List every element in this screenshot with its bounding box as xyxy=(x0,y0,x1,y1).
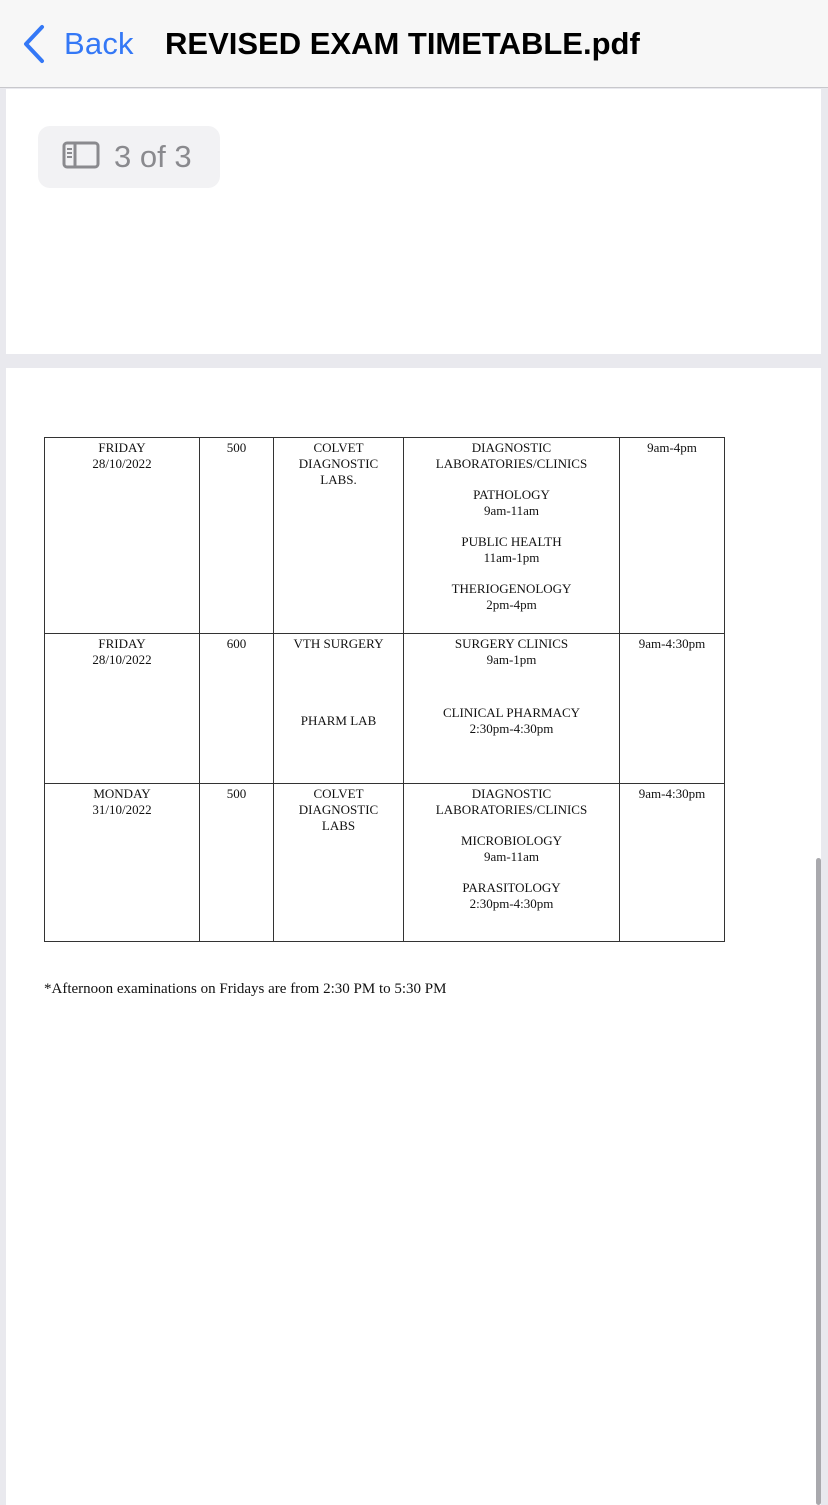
venue-line: COLVET xyxy=(313,786,364,801)
venue-line: VTH SURGERY xyxy=(293,636,384,651)
level-cell: 500 xyxy=(200,784,274,942)
timetable xyxy=(44,437,725,942)
venue-line: LABS xyxy=(321,818,356,833)
level-cell: 600 xyxy=(200,634,274,784)
session-time: 2pm-4pm xyxy=(486,597,537,612)
navigation-bar xyxy=(0,0,828,88)
course-cell xyxy=(404,634,620,784)
date: 28/10/2022 xyxy=(92,456,152,471)
session-name: MICROBIOLOGY xyxy=(460,833,563,848)
session-time: 2:30pm-4:30pm xyxy=(469,896,554,911)
venue-cell xyxy=(274,634,404,784)
session-time: 11am-1pm xyxy=(483,550,540,565)
day-cell xyxy=(45,438,200,634)
venue-line: DIAGNOSTIC xyxy=(298,456,379,471)
course-title: CLINICAL PHARMACY xyxy=(442,705,581,720)
time-cell: 9am-4pm xyxy=(620,438,725,634)
session-time: 9am-11am xyxy=(483,503,540,518)
scrollbar[interactable] xyxy=(816,858,821,1505)
venue-line: LABS. xyxy=(320,472,357,487)
page-indicator-label: 3 of 3 xyxy=(114,139,192,174)
sidebar-icon xyxy=(62,141,100,174)
course-cell xyxy=(404,438,620,634)
day-cell xyxy=(45,784,200,942)
footnote: *Afternoon examinations on Fridays are from 2:30 PM to 5:30 PM xyxy=(44,981,447,997)
time-cell: 9am-4:30pm xyxy=(620,784,725,942)
venue-line: COLVET xyxy=(313,440,364,455)
session-name: PATHOLOGY xyxy=(473,487,550,502)
day-cell xyxy=(45,634,200,784)
table-row xyxy=(45,784,725,942)
day: MONDAY xyxy=(93,786,151,801)
day: FRIDAY xyxy=(98,440,146,455)
venue-cell xyxy=(274,438,404,634)
session-time: 9am-1pm xyxy=(486,652,537,667)
day: FRIDAY xyxy=(98,636,146,651)
venue-cell xyxy=(274,784,404,942)
back-button[interactable] xyxy=(22,22,134,66)
course-title: SURGERY CLINICS xyxy=(454,636,569,651)
date: 28/10/2022 xyxy=(92,652,152,667)
chevron-left-icon xyxy=(22,24,46,64)
session-name: PUBLIC HEALTH xyxy=(461,534,562,549)
table-row xyxy=(45,634,725,784)
page-indicator-button[interactable] xyxy=(38,126,220,188)
course-title: DIAGNOSTIC LABORATORIES/CLINICS xyxy=(435,440,588,471)
date: 31/10/2022 xyxy=(92,802,152,817)
session-time: 9am-11am xyxy=(483,849,540,864)
venue-line: DIAGNOSTIC xyxy=(298,802,379,817)
level-cell: 500 xyxy=(200,438,274,634)
session-name: PARASITOLOGY xyxy=(462,880,561,895)
document-title: REVISED EXAM TIMETABLE.pdf xyxy=(165,26,640,61)
course-title: DIAGNOSTIC LABORATORIES/CLINICS xyxy=(435,786,588,817)
time-cell: 9am-4:30pm xyxy=(620,634,725,784)
session-time: 2:30pm-4:30pm xyxy=(469,721,554,736)
session-name: THERIOGENOLOGY xyxy=(451,581,572,596)
back-label: Back xyxy=(64,26,134,61)
course-cell xyxy=(404,784,620,942)
table-row xyxy=(45,438,725,634)
venue-line: PHARM LAB xyxy=(300,713,377,728)
